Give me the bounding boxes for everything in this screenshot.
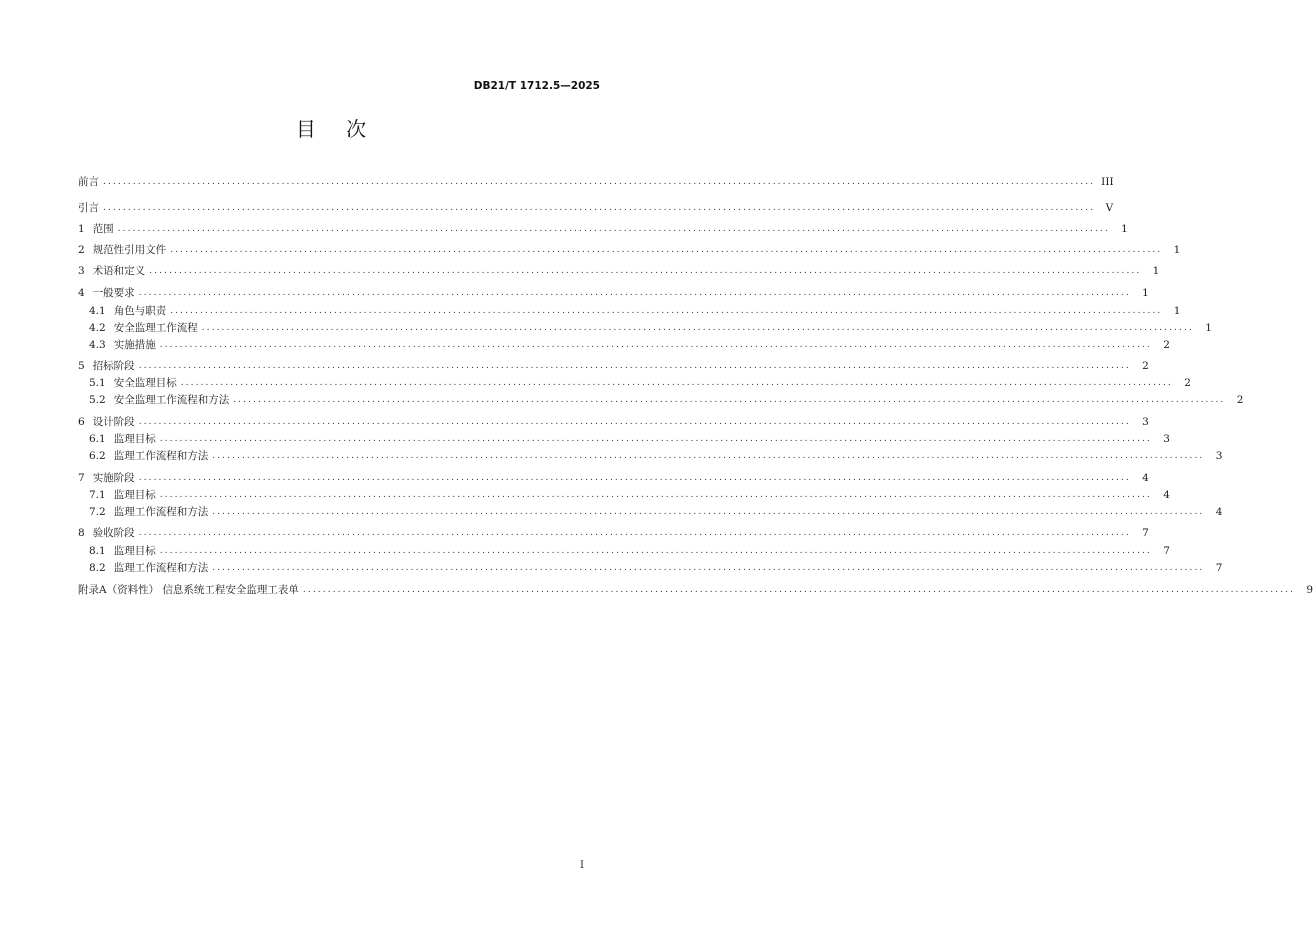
dot-leader: ........................................................................................................................................................................................................	[170, 306, 1163, 316]
toc-entry[interactable]	[78, 221, 1128, 237]
toc-entry-number: 7.2	[89, 506, 106, 518]
toc-entry-label: 术语和定义	[92, 265, 146, 277]
dot-leader: ........................................................................................................................................................................................................	[159, 546, 1152, 556]
dot-leader: ........................................................................................................................................................................................................	[212, 451, 1205, 461]
toc-entry-page: 7	[1215, 562, 1223, 574]
toc-entry-label: 监理工作流程和方法	[113, 450, 209, 462]
toc-entry-label: 引言	[78, 202, 99, 214]
toc-entry-label: 监理目标	[113, 489, 156, 501]
toc-entry-page: 4	[1142, 472, 1149, 484]
dot-leader: ........................................................................................................................................................................................................	[212, 563, 1205, 573]
toc-entry[interactable]	[78, 200, 1114, 216]
toc-entry-number: 6.2	[89, 450, 106, 462]
page-number: I	[580, 860, 584, 871]
dot-leader: ........................................................................................................................................................................................................	[302, 585, 1296, 595]
toc-entry[interactable]	[89, 392, 1244, 408]
toc-entry-label: 前言	[78, 176, 99, 188]
toc-entry-label: 安全监理目标	[113, 377, 177, 389]
toc-entry-label: 实施措施	[113, 339, 156, 351]
toc-entry-label: 验收阶段	[92, 527, 135, 539]
toc-entry[interactable]	[89, 543, 1170, 559]
toc-entry[interactable]	[78, 414, 1149, 430]
toc-entry[interactable]	[89, 431, 1170, 447]
toc-entry-number: 8.1	[89, 545, 106, 557]
toc-entry-page: III	[1101, 176, 1114, 188]
toc-entry-page: 3	[1142, 416, 1149, 428]
toc-entry-number: 5.2	[89, 394, 106, 406]
toc-entry-label: 实施阶段	[92, 472, 135, 484]
toc-entry-number: 5.1	[89, 377, 106, 389]
toc-entry[interactable]	[78, 263, 1160, 279]
toc-entry-number: 1	[78, 223, 85, 235]
toc-entry-number: 8.2	[89, 562, 106, 574]
toc-entry-number: 4.2	[89, 322, 106, 334]
toc-entry-page: 4	[1163, 489, 1170, 501]
toc-entry[interactable]	[78, 470, 1149, 486]
toc-entry-number: 6.1	[89, 433, 106, 445]
toc-entry-label: 附录A（资料性） 信息系统工程安全监理工表单	[78, 584, 299, 596]
toc-entry-page: 3	[1215, 450, 1223, 462]
toc-entry-number: 8	[78, 527, 85, 539]
toc-entry-number: 4	[78, 287, 85, 299]
toc-entry[interactable]	[89, 375, 1191, 391]
toc-entry-number: 6	[78, 416, 85, 428]
toc-entry-page: 1	[1173, 244, 1181, 256]
toc-entry[interactable]	[78, 242, 1181, 258]
toc-entry[interactable]	[89, 504, 1223, 520]
toc-entry[interactable]	[89, 320, 1212, 336]
dot-leader: ........................................................................................................................................................................................................	[138, 288, 1131, 298]
toc-entry[interactable]	[78, 285, 1149, 301]
toc-entry[interactable]	[78, 525, 1149, 541]
toc-entry-label: 招标阶段	[92, 360, 135, 372]
toc-entry-label: 一般要求	[92, 287, 135, 299]
toc-entry-page: 2	[1184, 377, 1191, 389]
dot-leader: ........................................................................................................................................................................................................	[117, 224, 1110, 234]
toc-entry-page: 2	[1163, 339, 1170, 351]
toc-entry-number: 3	[78, 265, 85, 277]
standard-code: DB21/T 1712.5—2025	[473, 80, 600, 92]
toc-entry-page: 2	[1236, 394, 1244, 406]
toc-entry-number: 2	[78, 244, 85, 256]
toc-entry[interactable]	[89, 487, 1170, 503]
toc-entry-number: 4.1	[89, 305, 106, 317]
toc-entry-label: 设计阶段	[92, 416, 135, 428]
toc-entry-page: 1	[1173, 305, 1181, 317]
dot-leader: ........................................................................................................................................................................................................	[149, 266, 1142, 276]
toc-entry[interactable]	[89, 337, 1170, 353]
toc-entry[interactable]	[89, 448, 1223, 464]
toc-entry-label: 安全监理工作流程	[113, 322, 198, 334]
toc-entry-page: 3	[1163, 433, 1170, 445]
dot-leader: ........................................................................................................................................................................................................	[103, 203, 1096, 213]
toc-entry-page: 1	[1152, 265, 1160, 277]
toc-entry-page: 7	[1142, 527, 1149, 539]
toc-entry-label: 监理工作流程和方法	[113, 506, 209, 518]
dot-leader: ........................................................................................................................................................................................................	[159, 434, 1152, 444]
dot-leader: ........................................................................................................................................................................................................	[201, 323, 1194, 333]
toc-entry-label: 范围	[92, 223, 114, 235]
page-title: 目 次	[295, 117, 379, 141]
dot-leader: ........................................................................................................................................................................................................	[180, 378, 1173, 388]
dot-leader: ........................................................................................................................................................................................................	[138, 528, 1131, 538]
toc-entry[interactable]	[78, 174, 1114, 190]
toc-entry-label: 监理工作流程和方法	[113, 562, 209, 574]
dot-leader: ........................................................................................................................................................................................................	[212, 507, 1205, 517]
toc-entry-number: 5	[78, 360, 85, 372]
toc-entry-number: 7	[78, 472, 85, 484]
toc-entry-page: 9	[1306, 584, 1313, 596]
dot-leader: ........................................................................................................................................................................................................	[103, 177, 1096, 187]
toc-entry-page: V	[1105, 202, 1114, 214]
toc-entry-page: 7	[1163, 545, 1170, 557]
dot-leader: ........................................................................................................................................................................................................	[159, 340, 1152, 350]
toc-entry[interactable]	[78, 358, 1149, 374]
dot-leader: ........................................................................................................................................................................................................	[170, 245, 1163, 255]
toc-entry-label: 规范性引用文件	[92, 244, 167, 256]
toc-entry-label: 角色与职责	[113, 305, 167, 317]
toc-entry-number: 4.3	[89, 339, 106, 351]
toc-entry-label: 监理目标	[113, 545, 156, 557]
dot-leader: ........................................................................................................................................................................................................	[138, 361, 1131, 371]
toc-entry-page: 4	[1215, 506, 1223, 518]
dot-leader: ........................................................................................................................................................................................................	[138, 473, 1131, 483]
toc-entry[interactable]	[89, 560, 1223, 576]
toc-entry[interactable]	[78, 582, 1313, 598]
toc-entry[interactable]	[89, 303, 1181, 319]
toc-entry-number: 7.1	[89, 489, 106, 501]
toc-entry-page: 1	[1142, 287, 1149, 299]
toc-entry-page: 1	[1121, 223, 1128, 235]
toc-entry-label: 安全监理工作流程和方法	[113, 394, 230, 406]
dot-leader: ........................................................................................................................................................................................................	[233, 395, 1226, 405]
toc-entry-page: 1	[1205, 322, 1212, 334]
dot-leader: ........................................................................................................................................................................................................	[159, 490, 1152, 500]
toc-entry-page: 2	[1142, 360, 1149, 372]
toc-entry-label: 监理目标	[113, 433, 156, 445]
dot-leader: ........................................................................................................................................................................................................	[138, 417, 1131, 427]
